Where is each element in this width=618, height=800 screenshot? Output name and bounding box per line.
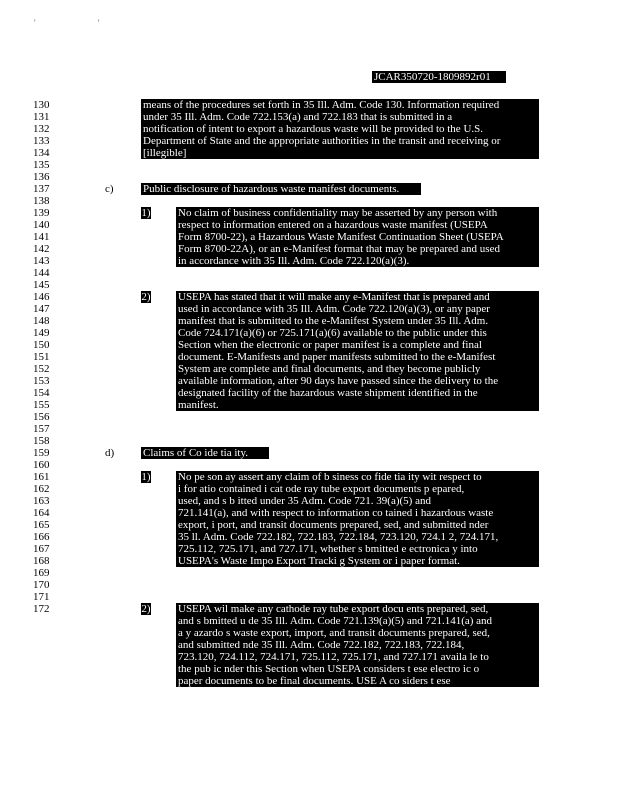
line-number: 169 [33,567,50,579]
text-line: and s bmitted u de 35 Ill. Adm. Code 721.139(a)(5) and 721.141(a) and [178,615,493,627]
text-line: manifest. [178,399,219,411]
text-line: means of the procedures set forth in 35 Ill. Adm. Code 130. Information required [143,99,500,111]
line-number: 141 [33,231,50,243]
text-line: export, i port, and transit documents prepared, sed, and submitted nder [178,519,489,531]
line-number: 161 [33,471,50,483]
line-number: 146 [33,291,50,303]
text-line: USEPA's Waste Impo Export Tracki g System or i paper format. [178,555,460,567]
line-number: 138 [33,195,50,207]
c2-marker: 2) [141,291,151,303]
text-line: Form 8700-22A), or an e-Manifest format that may be prepared and used [178,243,500,255]
line-number: 165 [33,519,50,531]
line-number: 135 [33,159,50,171]
line-number: 148 [33,315,50,327]
line-number: 149 [33,327,50,339]
text-line: in accordance with 35 Ill. Adm. Code 722.120(a)(3). [178,255,410,267]
document-id: JCAR350720-1809892r01 [372,71,506,83]
line-number: 151 [33,351,50,363]
line-number: 130 [33,99,50,111]
text-line: Code 724.171(a)(6) or 725.171(a)(6) available to the public under this [178,327,487,339]
text-line: System are complete and final documents, and they become publicly [178,363,481,375]
text-block-top [141,99,539,159]
line-number: 154 [33,387,50,399]
text-line: a y azardo s waste export, import, and transit documents prepared, sed, [178,627,490,639]
text-line: the pub ic nder this Section when USEPA considers t ese electro ic o [178,663,480,675]
text-line: respect to information entered on a hazardous waste manifest (USEPA [178,219,488,231]
line-number: 143 [33,255,50,267]
d2-marker: 2) [141,603,151,615]
section-c-heading: Public disclosure of hazardous waste manifest documents. [141,183,421,195]
text-line: 35 ll. Adm. Code 722.182, 722.183, 722.184, 723.120, 724.1 2, 724.171, [178,531,499,543]
text-line: USEPA has stated that it will make any e-Manifest that is prepared and [178,291,490,303]
text-line: 725.112, 725.171, and 727.171, whether s bmitted e ectronica y into [178,543,478,555]
text-line: No pe son ay assert any claim of b siness co fide tia ity wit respect to [178,471,482,483]
line-number: 144 [33,267,50,279]
line-number: 158 [33,435,50,447]
line-number: 133 [33,135,50,147]
text-line: No claim of business confidentiality may be asserted by any person with [178,207,498,219]
text-line: under 35 Ill. Adm. Code 722.153(a) and 722.183 that is submitted in a [143,111,453,123]
line-number: 167 [33,543,50,555]
line-number: 150 [33,339,50,351]
section-d-heading: Claims of Co ide tia ity. [141,447,269,459]
text-line: and submitted nde 35 Ill. Adm. Code 722.182, 722.183, 722.184, [178,639,465,651]
line-number: 147 [33,303,50,315]
line-number: 168 [33,555,50,567]
text-line: Section when the electronic or paper manifest is a complete and final [178,339,482,351]
line-number: 132 [33,123,50,135]
c1-marker: 1) [141,207,151,219]
text-line: document. E-Manifests and paper manifests submitted to the e-Manifest [178,351,496,363]
line-number: 162 [33,483,50,495]
line-number: 139 [33,207,50,219]
text-line: available information, after 90 days have passed since the delivery to the [178,375,499,387]
c2-paragraph [176,291,539,411]
line-number: 134 [33,147,50,159]
line-number: 136 [33,171,50,183]
c1-paragraph [176,207,539,267]
d2-paragraph [176,603,539,687]
line-number: 171 [33,591,50,603]
text-line: manifest that is submitted to the e-Manifest System under 35 Ill. Adm. [178,315,489,327]
text-line: Department of State and the appropriate authorities in the transit and receiving or [143,135,501,147]
line-number: 163 [33,495,50,507]
line-number-column [33,99,55,615]
text-line: [illegible] [143,147,187,159]
text-line: notification of intent to export a hazardous waste will be provided to the U.S. [143,123,484,135]
text-line: i for atio contained i cat ode ray tube export documents p epared, [178,483,465,495]
line-number: 137 [33,183,50,195]
text-line: 721.141(a), and with respect to information co tained i hazardous waste [178,507,494,519]
text-line: used in accordance with 35 Ill. Adm. Code 722.120(a)(3), or any paper [178,303,490,315]
line-number: 145 [33,279,50,291]
line-number: 160 [33,459,50,471]
section-c-label: c) [105,183,114,195]
line-number: 156 [33,411,50,423]
line-number: 131 [33,111,50,123]
text-line: USEPA wil make any cathode ray tube export docu ents prepared, sed, [178,603,489,615]
line-number: 166 [33,531,50,543]
text-line: used, and s b itted under 35 Adm. Code 721. 39(a)(5) and [178,495,431,507]
text-line: paper documents to be final documents. USE A co siders t ese [178,675,451,687]
line-number: 142 [33,243,50,255]
text-line: Form 8700-22), a Hazardous Waste Manifest Continuation Sheet (USEPA [178,231,504,243]
line-number: 155 [33,399,50,411]
d1-marker: 1) [141,471,151,483]
line-number: 170 [33,579,50,591]
line-number: 159 [33,447,50,459]
line-number: 153 [33,375,50,387]
section-d-label: d) [105,447,115,459]
scan-marks: ' ' [34,18,130,28]
line-number: 172 [33,603,50,615]
line-number: 164 [33,507,50,519]
line-number: 152 [33,363,50,375]
d1-paragraph [176,471,539,567]
text-line: 723.120, 724.112, 724.171, 725.112, 725.171, and 727.171 availa le to [178,651,489,663]
line-number: 157 [33,423,50,435]
line-number: 140 [33,219,50,231]
text-line: designated facility of the hazardous waste shipment identified in the [178,387,478,399]
